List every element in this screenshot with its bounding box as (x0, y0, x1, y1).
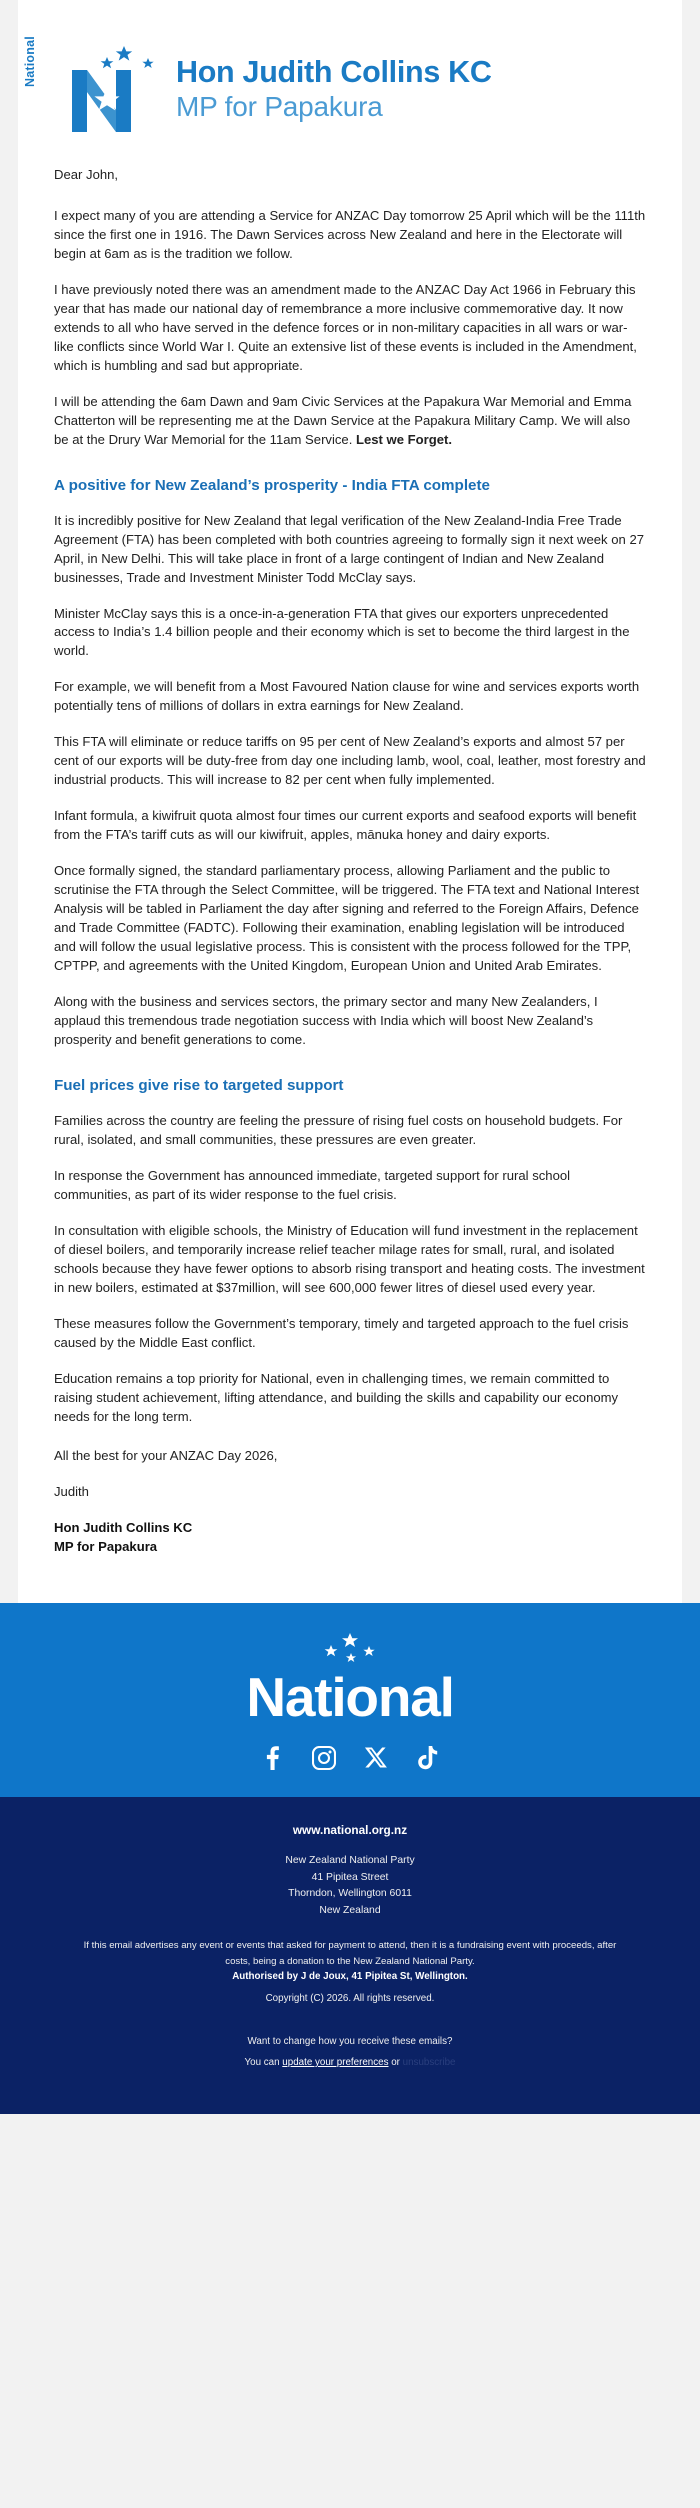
logo-southern-cross-icon (98, 46, 160, 86)
paragraph-fuel-3: In consultation with eligible schools, the Ministry of Education will fund investment in the replacement of diesel boilers, and temporarily increase relief teacher milage rates for small, rural, and isolated schools because they have fewer options to absorb rising transport and heating costs. The investment in new boilers, estimated at $37million, will see 600,000 fewer litres of diesel used every year. (54, 1222, 645, 1295)
section-heading-fuel-prices: Fuel prices give rise to targeted support (54, 1077, 344, 1095)
unsubscribe-link[interactable]: unsubscribe (402, 2057, 456, 2069)
x-twitter-icon[interactable] (363, 1745, 389, 1771)
page-subtitle: MP for Papakura (176, 90, 383, 122)
facebook-icon[interactable] (259, 1745, 285, 1771)
email-body (18, 162, 682, 1603)
footer-southern-cross-icon (305, 1633, 395, 1667)
footer-brand-band (0, 1603, 700, 1797)
paragraph-india-6: Once formally signed, the standard parliamentary process, allowing Parliament and the public to scrutinise the FTA through the Select Committee, will be triggered. The FTA text and National Interest Analysis will be tabled in Parliament the day after signing and referred to the Foreign Affairs, Defence and Trade Committee (FADTC). Following their examination, enabling legislation will be introduced and will follow the usual legislative process. This is consistent with the process followed for the TPP, CPTPP, and agreements with the United Kingdom, European Union and United Arab Emirates. (54, 863, 640, 974)
closing-line: All the best for your ANZAC Day 2026, (54, 1447, 278, 1463)
anzac-services-text: I will be attending the 6am Dawn and 9am Civic Services at the Papakura War Memorial and Emma Chatterton will be representing me at the Dawn Service at the Papakura Military Camp. We will also be at the Drury War Memorial for the 11am Service. (54, 393, 632, 447)
page-title: Hon Judith Collins KC (176, 54, 492, 89)
footer-preferences-line (44, 2057, 656, 2068)
footer-authorised-by: Authorised by J de Joux, 41 Pipitea St, Wellington. (232, 1971, 468, 1983)
signature-full-name: Hon Judith Collins KC (54, 1519, 193, 1535)
paragraph-india-7: Along with the business and services sectors, the primary sector and many New Zealanders, I applaud this tremendous trade negotiation success with India which will boost New Zealand’s prosperity and benefit generations to come. (54, 994, 598, 1048)
tiktok-icon[interactable] (415, 1745, 441, 1771)
logo-vertical-label: National (23, 36, 37, 87)
address-line-4: New Zealand (319, 1905, 381, 1917)
paragraph-fuel-5: Education remains a top priority for National, even in challenging times, we remain committed to raising student achievement, lifting attendance, and building the skills and capability our economy needs for the long term. (54, 1370, 619, 1424)
footer-address (44, 1853, 656, 1920)
national-party-logo (23, 36, 162, 132)
instagram-icon[interactable] (311, 1745, 337, 1771)
footer-wordmark: National (246, 1665, 454, 1728)
paragraph-fuel-2: In response the Government has announced immediate, targeted support for rural school communities, as part of its wider response to the fuel crisis. (54, 1167, 571, 1202)
email-header (18, 0, 682, 162)
greeting: Dear John, (54, 167, 119, 182)
paragraph-anzac-amendment: I have previously noted there was an amendment made to the ANZAC Day Act 1966 in February this year that has made our national day of remembrance a more inclusive commemorative day. It now extends to all who have served in the defence forces or in non-military capacities in all wars or war-like conflicts since World War I. Quite an extensive list of these events is included in the Amendment, which is humbling and sad but appropriate. (54, 281, 637, 373)
prefs-middle-text: or (388, 2057, 403, 2069)
header-text-block (176, 55, 492, 123)
paragraph-anzac-intro: I expect many of you are attending a Service for ANZAC Day tomorrow 25 April which will be the 111th since the first one in 1916. The Dawn Services across New Zealand and here in the Electorate will begin at 6am as is the tradition we follow. (54, 207, 646, 261)
paragraph-india-1: It is incredibly positive for New Zealand that legal verification of the New Zealand-India Free Trade Agreement (FTA) has been completed with both countries agreeing to formally sign it next week on 27 April, in New Delhi. This will take place in front of a large contingent of Indian and New Zealand businesses, Trade and Investment Minister Todd McClay says. (54, 512, 645, 585)
prefs-prefix-text: You can (244, 2057, 283, 2069)
update-preferences-link[interactable]: update your preferences (282, 2057, 389, 2069)
footer-disclaimer: If this email advertises any event or events that asked for payment to attend, then it is a fundraising event with proceeds, after costs, being a donation to the New Zealand National Party. (83, 1940, 617, 1967)
address-line-3: Thorndon, Wellington 6011 (288, 1888, 412, 1900)
paragraph-india-5: Infant formula, a kiwifruit quota almost four times our current exports and seafood exports will benefit from the FTA’s tariff cuts as will our kiwifruit, apples, mānuka honey and dairy exports. (54, 808, 637, 843)
social-links (0, 1745, 700, 1771)
paragraph-fuel-4: These measures follow the Government’s temporary, timely and targeted approach to the fuel crisis caused by the Middle East conflict. (54, 1315, 629, 1350)
paragraph-india-3: For example, we will benefit from a Most Favoured Nation clause for wine and services exports worth potentially tens of millions of dollars in extra earnings for New Zealand. (54, 679, 640, 714)
lest-we-forget: Lest we Forget. (356, 431, 453, 447)
address-line-2: 41 Pipitea Street (311, 1871, 389, 1883)
address-line-1: New Zealand National Party (285, 1854, 415, 1866)
email-card (18, 0, 682, 1603)
footer-preferences-heading: Want to change how you receive these emails? (247, 2036, 453, 2048)
paragraph-anzac-services (54, 393, 646, 450)
paragraph-india-2: Minister McClay says this is a once-in-a-generation FTA that gives our exporters unprecedented access to India’s 1.4 billion people and their economy which is set to become the third largest in the world. (54, 605, 630, 659)
footer-website-url[interactable]: www.national.org.nz (292, 1822, 408, 1837)
footer-copyright: Copyright (C) 2026. All rights reserved. (265, 1993, 435, 2005)
paragraph-fuel-1: Families across the country are feeling the pressure of rising fuel costs on household budgets. For rural, isolated, and small communities, these pressures are even greater. (54, 1112, 623, 1147)
signature-role: MP for Papakura (54, 1538, 158, 1554)
footer-legal (0, 1797, 700, 2114)
footer-spacer (44, 1920, 656, 1938)
section-heading-india-fta: A positive for New Zealand’s prosperity - India FTA complete (54, 476, 491, 494)
signature-first-name: Judith (54, 1483, 89, 1499)
paragraph-india-4: This FTA will eliminate or reduce tariffs on 95 per cent of New Zealand’s exports and almost 57 per cent of our exports will be duty-free from day one including lamb, wool, coal, leather, most forestry and industrial products. This will increase to 82 per cent when fully implemented. (54, 734, 646, 788)
